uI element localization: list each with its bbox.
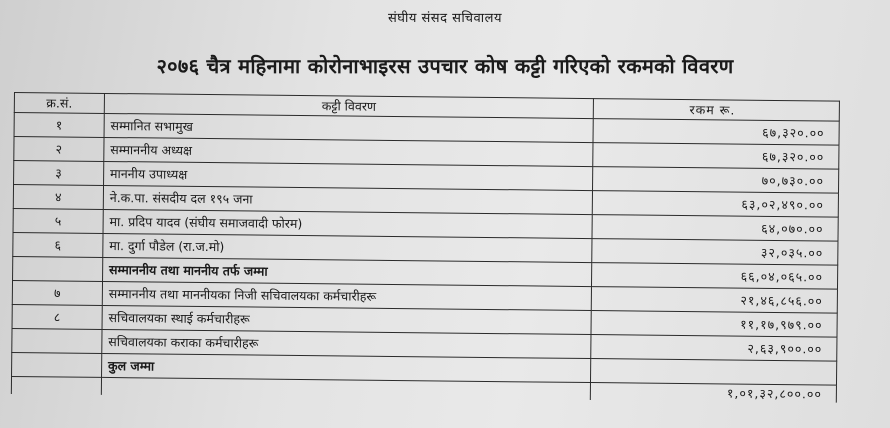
- organization-name: संघीय संसद सचिवालय: [388, 11, 502, 26]
- row-description: सम्माननीय तथा माननीय तर्फ जम्मा: [102, 257, 592, 286]
- row-serial: ४: [13, 185, 103, 210]
- row-amount: २,६३,९००.००: [591, 335, 837, 362]
- row-amount: ६७,३२०.००: [593, 143, 839, 170]
- row-amount: ६७,३२०.००: [593, 119, 839, 146]
- row-amount: ११,१७,९७९.००: [591, 311, 837, 338]
- row-serial: [13, 256, 103, 281]
- row-serial: १: [14, 113, 104, 138]
- row-description: मा. दुर्गा पौडेल (रा.ज.मो): [103, 233, 593, 262]
- row-serial: ८: [12, 304, 102, 329]
- row-serial: ६: [13, 232, 103, 257]
- empty-cell: [11, 376, 101, 394]
- row-description: मा. प्रदिप यादव (संघीय समाजवादी फोरम): [103, 209, 593, 238]
- row-amount: ७०,७३०.००: [593, 167, 839, 194]
- row-description: सम्माननीय अध्यक्ष: [104, 137, 594, 166]
- row-amount: [591, 359, 837, 386]
- row-description: सचिवालयका कराका कर्मचारीहरू: [102, 329, 592, 358]
- row-description: ने.क.पा. संसदीय दल १९५ जना: [103, 185, 593, 214]
- row-description: कुल जम्मा: [101, 353, 591, 382]
- row-description: सचिवालयका स्थाई कर्मचारीहरू: [102, 305, 592, 334]
- grand-total-amount: १,०१,३२,८००.००: [591, 383, 837, 403]
- header-amount: रकम रू.: [593, 99, 839, 122]
- row-amount: ३२,०३५.००: [592, 239, 838, 266]
- row-serial: [12, 352, 102, 377]
- row-amount: ६६,०४,०६५.००: [592, 263, 838, 290]
- row-description: सम्मानित सभामुख: [104, 113, 594, 142]
- header-serial: क्र.सं.: [14, 93, 104, 114]
- row-serial: ७: [12, 280, 102, 305]
- row-amount: ६३,०२,४९०.००: [592, 191, 838, 218]
- row-serial: २: [14, 137, 104, 162]
- row-description: माननीय उपाध्यक्ष: [103, 161, 593, 190]
- row-amount: ६४,०७०.००: [592, 215, 838, 242]
- row-description: सम्माननीय तथा माननीयका निजी सचिवालयका कर्मचारीहरू: [102, 281, 592, 310]
- row-serial: [12, 328, 102, 353]
- row-serial: ५: [13, 208, 103, 233]
- header-description: कट्टी विवरण: [104, 93, 593, 118]
- row-serial: ३: [14, 161, 104, 186]
- row-amount: २१,४६,८५६.००: [591, 287, 837, 314]
- empty-cell: [101, 377, 590, 400]
- document-title: २०७६ चैत्र महिनामा कोरोनाभाइरस उपचार कोष कट्टी गरिएको रकमको विवरण: [156, 54, 734, 78]
- deduction-table: [11, 92, 840, 403]
